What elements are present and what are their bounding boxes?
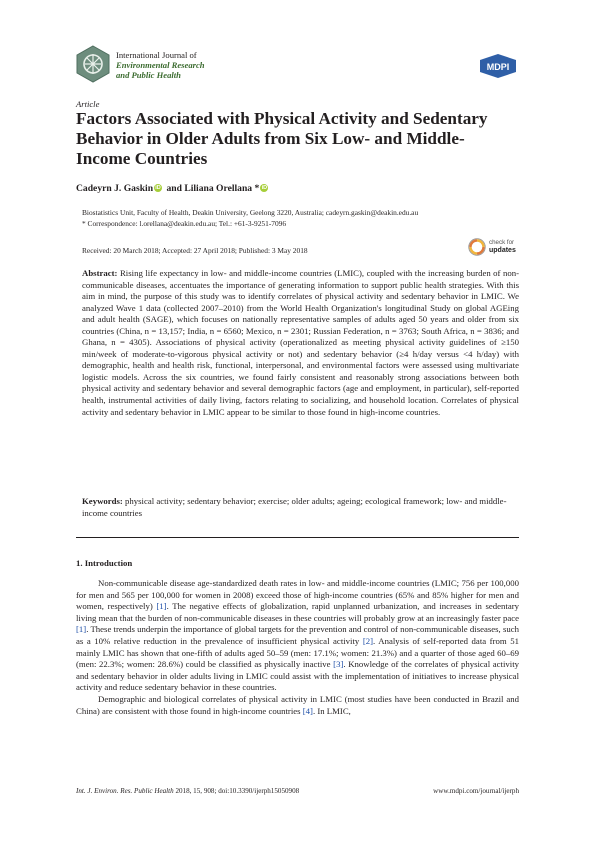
citation-link[interactable]: [1]: [76, 624, 87, 635]
paragraph: [76, 694, 519, 717]
publication-dates: Received: 20 March 2018; Accepted: 27 April 2018; Published: 3 May 2018: [82, 246, 308, 255]
author-list: [76, 183, 270, 194]
author-joiner: and: [166, 183, 182, 194]
affiliation-text: Biostatistics Unit, Faculty of Health, Deakin University, Geelong 3220, Australia; cadeyrn.gaskin@deakin.edu.au: [82, 208, 419, 217]
check-updates-line2: updates: [489, 246, 516, 254]
check-updates-line1: check for: [489, 239, 515, 246]
keywords-label: Keywords:: [82, 496, 123, 506]
paragraph-text: . Analysis of self-reported data from 51 mainly LMIC has shown that one-fifth of adults aged 50–59 (men: 17.1%; women: 21.3%) and a quarter of those aged 60–69 (men: 22.3%; women: 28.6%) could be classified as physically inactive: [76, 635, 519, 670]
journal-name-line2: Environmental Research: [116, 60, 205, 70]
abstract-label: Abstract:: [82, 268, 118, 278]
paragraph-text: Non-communicable disease age-standardized death rates in low- and middle-income countries (LMIC; 756 per 100,000 for men and 565 per 100,000 for women in 2008) exceed those of high-income countries (65% and 85% higher for men and women, respectively): [76, 578, 519, 612]
introduction-body: [76, 578, 519, 717]
journal-logo-icon: [76, 45, 110, 83]
journal-name: [116, 50, 205, 80]
correspondence-text: * Correspondence: l.orellana@deakin.edu.au; Tel.: +61-3-9251-7096: [82, 219, 287, 228]
journal-name-line1: International Journal of: [116, 50, 197, 60]
paragraph-text: . In LMIC,: [312, 705, 351, 716]
footer-citation: [76, 787, 299, 795]
citation-link[interactable]: [4]: [302, 705, 313, 716]
article-type: Article: [76, 99, 100, 109]
abstract-text: Rising life expectancy in low- and middle-income countries (LMIC), coupled with the increasing burden of non-communicable diseases, accentuates the importance of generating information to support public health strategies. With this aim in mind, the purpose of this study was to identify correlates of physical activity and sedentary behavior in LMIC. We analyzed Wave 1 data (collected 2007–2010) from the World Health Organization's longitudinal Study on global AGEing and adult health (SAGE), which focuses on nationally representative samples of adults aged 50 years and older from six countries (China, n = 13,157; India, n = 6560; Mexico, n = 2301; Russian Federation, n = 3763; South Africa, n = 3836; and Ghana, n = 4305). Associations of physical activity (operationalized as meeting physical activity guidelines of ≥150 min/week of moderate-to-vigorous physical activity or not) and sedentary behavior (≥4 h/day versus <4 h/day) with demographic, health and health risk, functional, interpersonal, and environmental factors were assessed using multivariate logistic models. Across the six countries, we found fairly consistent and reasonably strong associations between both physical activity and sedentary behavior and several demographic factors (age and employment, in particular), self-reported health, instrumental activities of daily living, factors relating to socializing, and household location. Correlates of physical activity and sedentary behavior in LMIC appear to be similar to those found in high-income countries.: [82, 268, 519, 417]
paragraph-text: . These trends underpin the importance of global targets for the prevention and control of non-communicable diseases, such as a 10% relative reduction in the prevalence of insufficient physical activity: [76, 624, 519, 646]
affiliations: [82, 207, 522, 229]
footer-journal-abbrev: Int. J. Environ. Res. Public Health: [76, 787, 174, 795]
paragraph-text: . The negative effects of globalization, rapid unplanned urbanization, and increases in sedentary living mean that the burden of non-communicable diseases in these countries will probably grow at an increasingly faster pace: [76, 601, 519, 623]
citation-link[interactable]: [1]: [156, 601, 167, 612]
citation-link[interactable]: [2]: [362, 635, 374, 646]
journal-name-line3: and Public Health: [116, 70, 181, 80]
mdpi-logo-icon: [478, 53, 518, 79]
footer-url[interactable]: www.mdpi.com/journal/ijerph: [433, 787, 519, 795]
orcid-icon[interactable]: iD: [261, 185, 268, 191]
citation-link[interactable]: [3]: [333, 659, 344, 670]
paragraph: [76, 578, 519, 694]
keywords-text: physical activity; sedentary behavior; exercise; older adults; ageing; ecological framework; low- and middle-income countries: [82, 496, 507, 518]
paragraph-text: Demographic and biological correlates of physical activity in LMIC (most studies have been conducted in Brazil and China) are consistent with those found in high-income countries: [76, 693, 519, 716]
mdpi-logo-text: MDPI: [486, 62, 510, 72]
section-heading: 1. Introduction: [76, 558, 133, 568]
author-name[interactable]: Liliana Orellana: [184, 183, 253, 194]
author-name[interactable]: Cadeyrn J. Gaskin: [76, 183, 154, 194]
article-title: Factors Associated with Physical Activity and Sedentary Behavior in Older Adults from Six Low- and Middle-Income Countries: [76, 109, 488, 168]
keywords: [82, 496, 519, 519]
section-divider: [76, 537, 519, 538]
check-for-updates-button[interactable]: [468, 236, 520, 258]
paragraph-text: . Knowledge of the correlates of physical activity and sedentary behavior in older adults living in LMIC could assist with the implementation of initiatives to increase physical activity and reduce sedentary behavior in these countries.: [76, 659, 519, 693]
check-updates-label: [489, 239, 516, 254]
orcid-icon[interactable]: iD: [155, 185, 161, 191]
corresponding-mark: *: [254, 183, 260, 194]
abstract: [82, 268, 519, 418]
check-updates-icon: [468, 238, 486, 256]
footer-citation-text: 2018, 15, 908; doi:10.3390/ijerph15050908: [175, 787, 300, 795]
